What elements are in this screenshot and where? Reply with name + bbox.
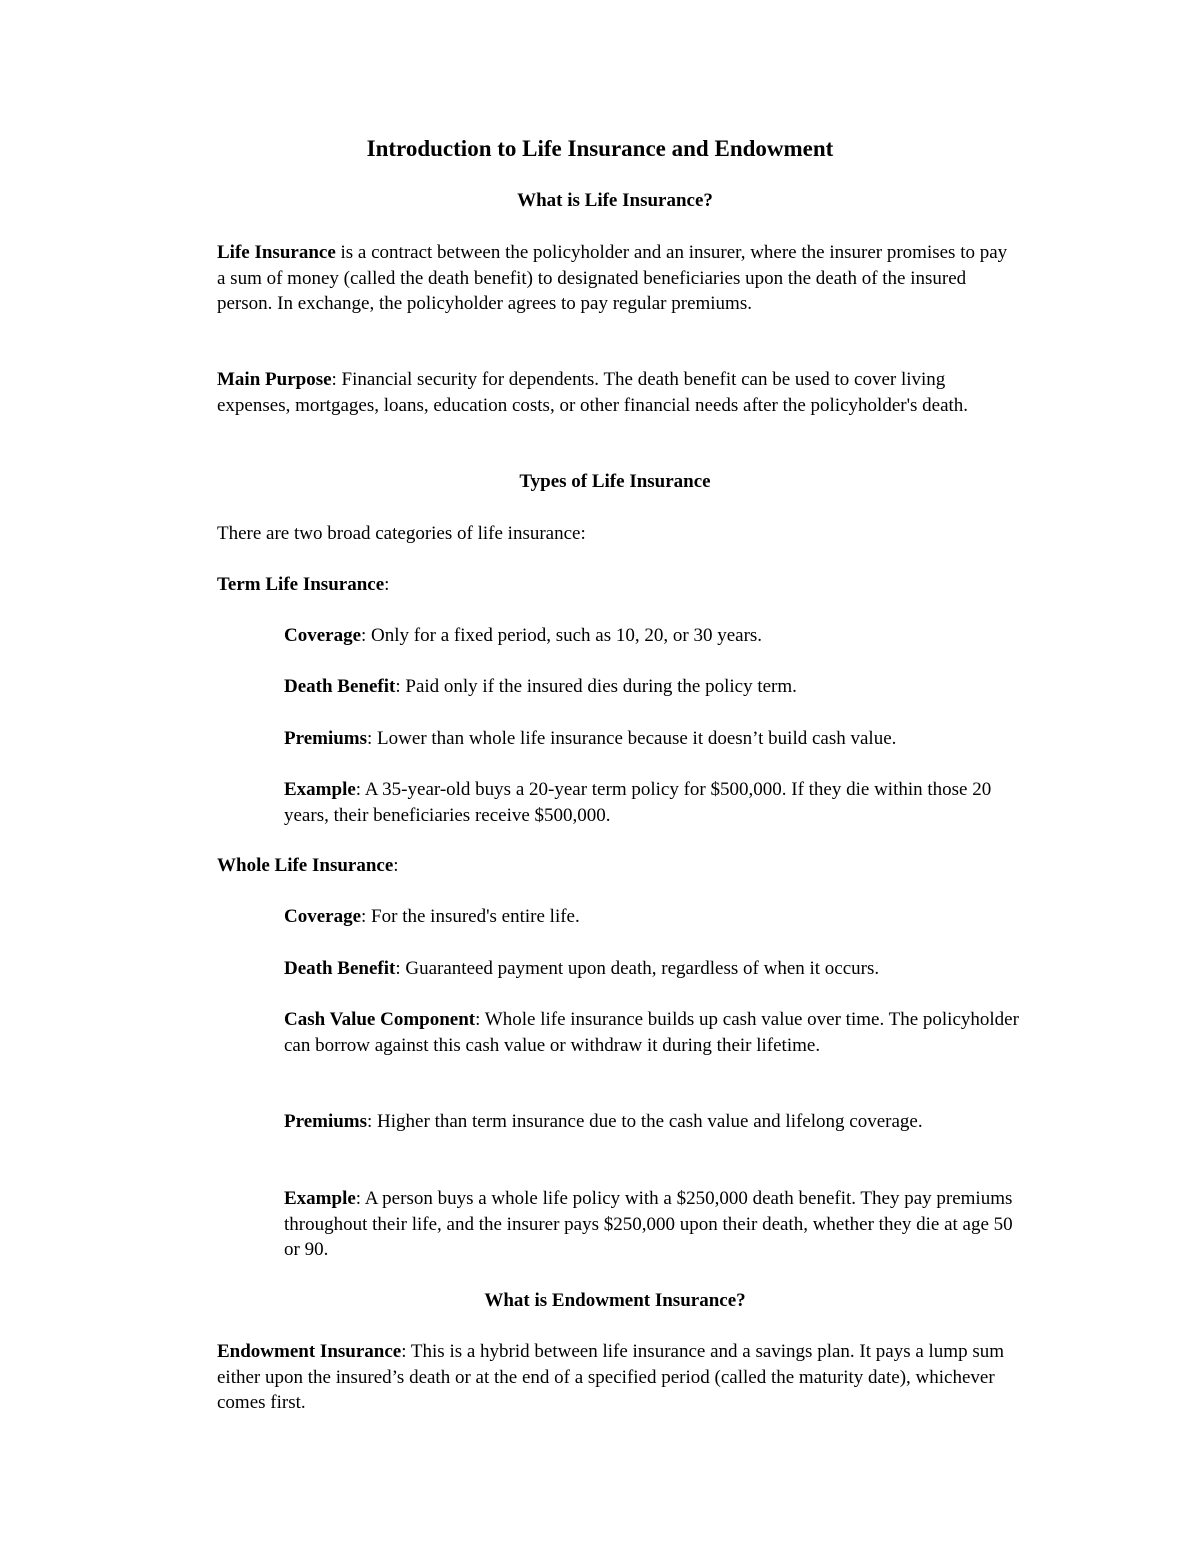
term-item-coverage-text: : Only for a fixed period, such as 10, 20, or 30 years. xyxy=(361,625,763,646)
section-heading-what-is-endowment-insurance: What is Endowment Insurance? xyxy=(484,1290,746,1311)
subheading-whole-life-insurance xyxy=(217,853,1017,879)
term-life-colon: : xyxy=(384,574,390,595)
definition-text: is a contract between the policyholder and an insurer, where the insurer promises to pay a sum of money (called the death benefit) to designated beneficiaries upon the death of the insured person. In exchange, the policyholder agrees to pay regular premiums. xyxy=(217,242,1008,314)
whole-item-coverage xyxy=(284,904,1019,930)
document-title: Introduction to Life Insurance and Endowment xyxy=(366,136,834,161)
subheading-term-life-insurance xyxy=(217,572,1017,598)
term-item-example-text: : A 35-year-old buys a 20-year term policy for $500,000. If they die within those 20 years, their beneficiaries receive $500,000. xyxy=(284,779,992,826)
paragraph-life-insurance-definition xyxy=(217,240,1017,317)
whole-item-premiums-label: Premiums xyxy=(284,1111,368,1132)
whole-item-cash-value xyxy=(284,1007,1019,1058)
term-item-premiums xyxy=(284,726,1019,752)
main-purpose-text: : Financial security for dependents. The death benefit can be used to cover living expenses, mortgages, loans, education costs, or other financial needs after the policyholder's death. xyxy=(217,369,969,416)
term-item-example-label: Example xyxy=(284,779,356,800)
whole-item-example-text: : A person buys a whole life policy with a $250,000 death benefit. They pay premiums throughout their life, and the insurer pays $250,000 upon their death, whether they die at age 50 or 90. xyxy=(284,1188,1013,1260)
term-item-death-benefit-text: : Paid only if the insured dies during the policy term. xyxy=(395,676,797,697)
term-life-insurance: Life Insurance xyxy=(217,242,336,263)
section-heading-types-of-life-insurance: Types of Life Insurance xyxy=(519,471,711,492)
term-item-premiums-text: : Lower than whole life insurance because it doesn’t build cash value. xyxy=(367,728,897,749)
whole-item-coverage-label: Coverage xyxy=(284,906,362,927)
term-item-death-benefit xyxy=(284,674,1019,700)
term-life-label: Term Life Insurance xyxy=(217,574,385,595)
whole-item-coverage-text: : For the insured's entire life. xyxy=(361,906,580,927)
whole-item-death-benefit-label: Death Benefit xyxy=(284,958,396,979)
whole-life-label: Whole Life Insurance xyxy=(217,855,394,876)
whole-item-example-label: Example xyxy=(284,1188,356,1209)
term-item-coverage xyxy=(284,623,1019,649)
term-item-premiums-label: Premiums xyxy=(284,728,368,749)
paragraph-types-intro: There are two broad categories of life insurance: xyxy=(217,523,586,544)
whole-item-premiums-text: : Higher than term insurance due to the cash value and lifelong coverage. xyxy=(367,1111,923,1132)
section-heading-what-is-life-insurance: What is Life Insurance? xyxy=(517,190,713,211)
paragraph-main-purpose xyxy=(217,367,1017,418)
term-item-coverage-label: Coverage xyxy=(284,625,362,646)
whole-item-death-benefit-text: : Guaranteed payment upon death, regardless of when it occurs. xyxy=(395,958,880,979)
endowment-definition-text: : This is a hybrid between life insurance and a savings plan. It pays a lump sum either upon the insured’s death or at the end of a specified period (called the maturity date), whichever comes first. xyxy=(217,1341,1005,1413)
paragraph-endowment-definition xyxy=(217,1339,1017,1416)
whole-item-example xyxy=(284,1186,1019,1263)
whole-life-colon: : xyxy=(393,855,399,876)
whole-item-cash-value-text: : Whole life insurance builds up cash value over time. The policyholder can borrow against this cash value or withdraw it during their lifetime. xyxy=(284,1009,1019,1056)
term-item-death-benefit-label: Death Benefit xyxy=(284,676,396,697)
whole-item-death-benefit xyxy=(284,956,1019,982)
term-main-purpose: Main Purpose xyxy=(217,369,332,390)
term-endowment-insurance: Endowment Insurance xyxy=(217,1341,402,1362)
whole-item-cash-value-label: Cash Value Component xyxy=(284,1009,476,1030)
term-item-example xyxy=(284,777,1019,828)
whole-item-premiums xyxy=(284,1109,1019,1135)
